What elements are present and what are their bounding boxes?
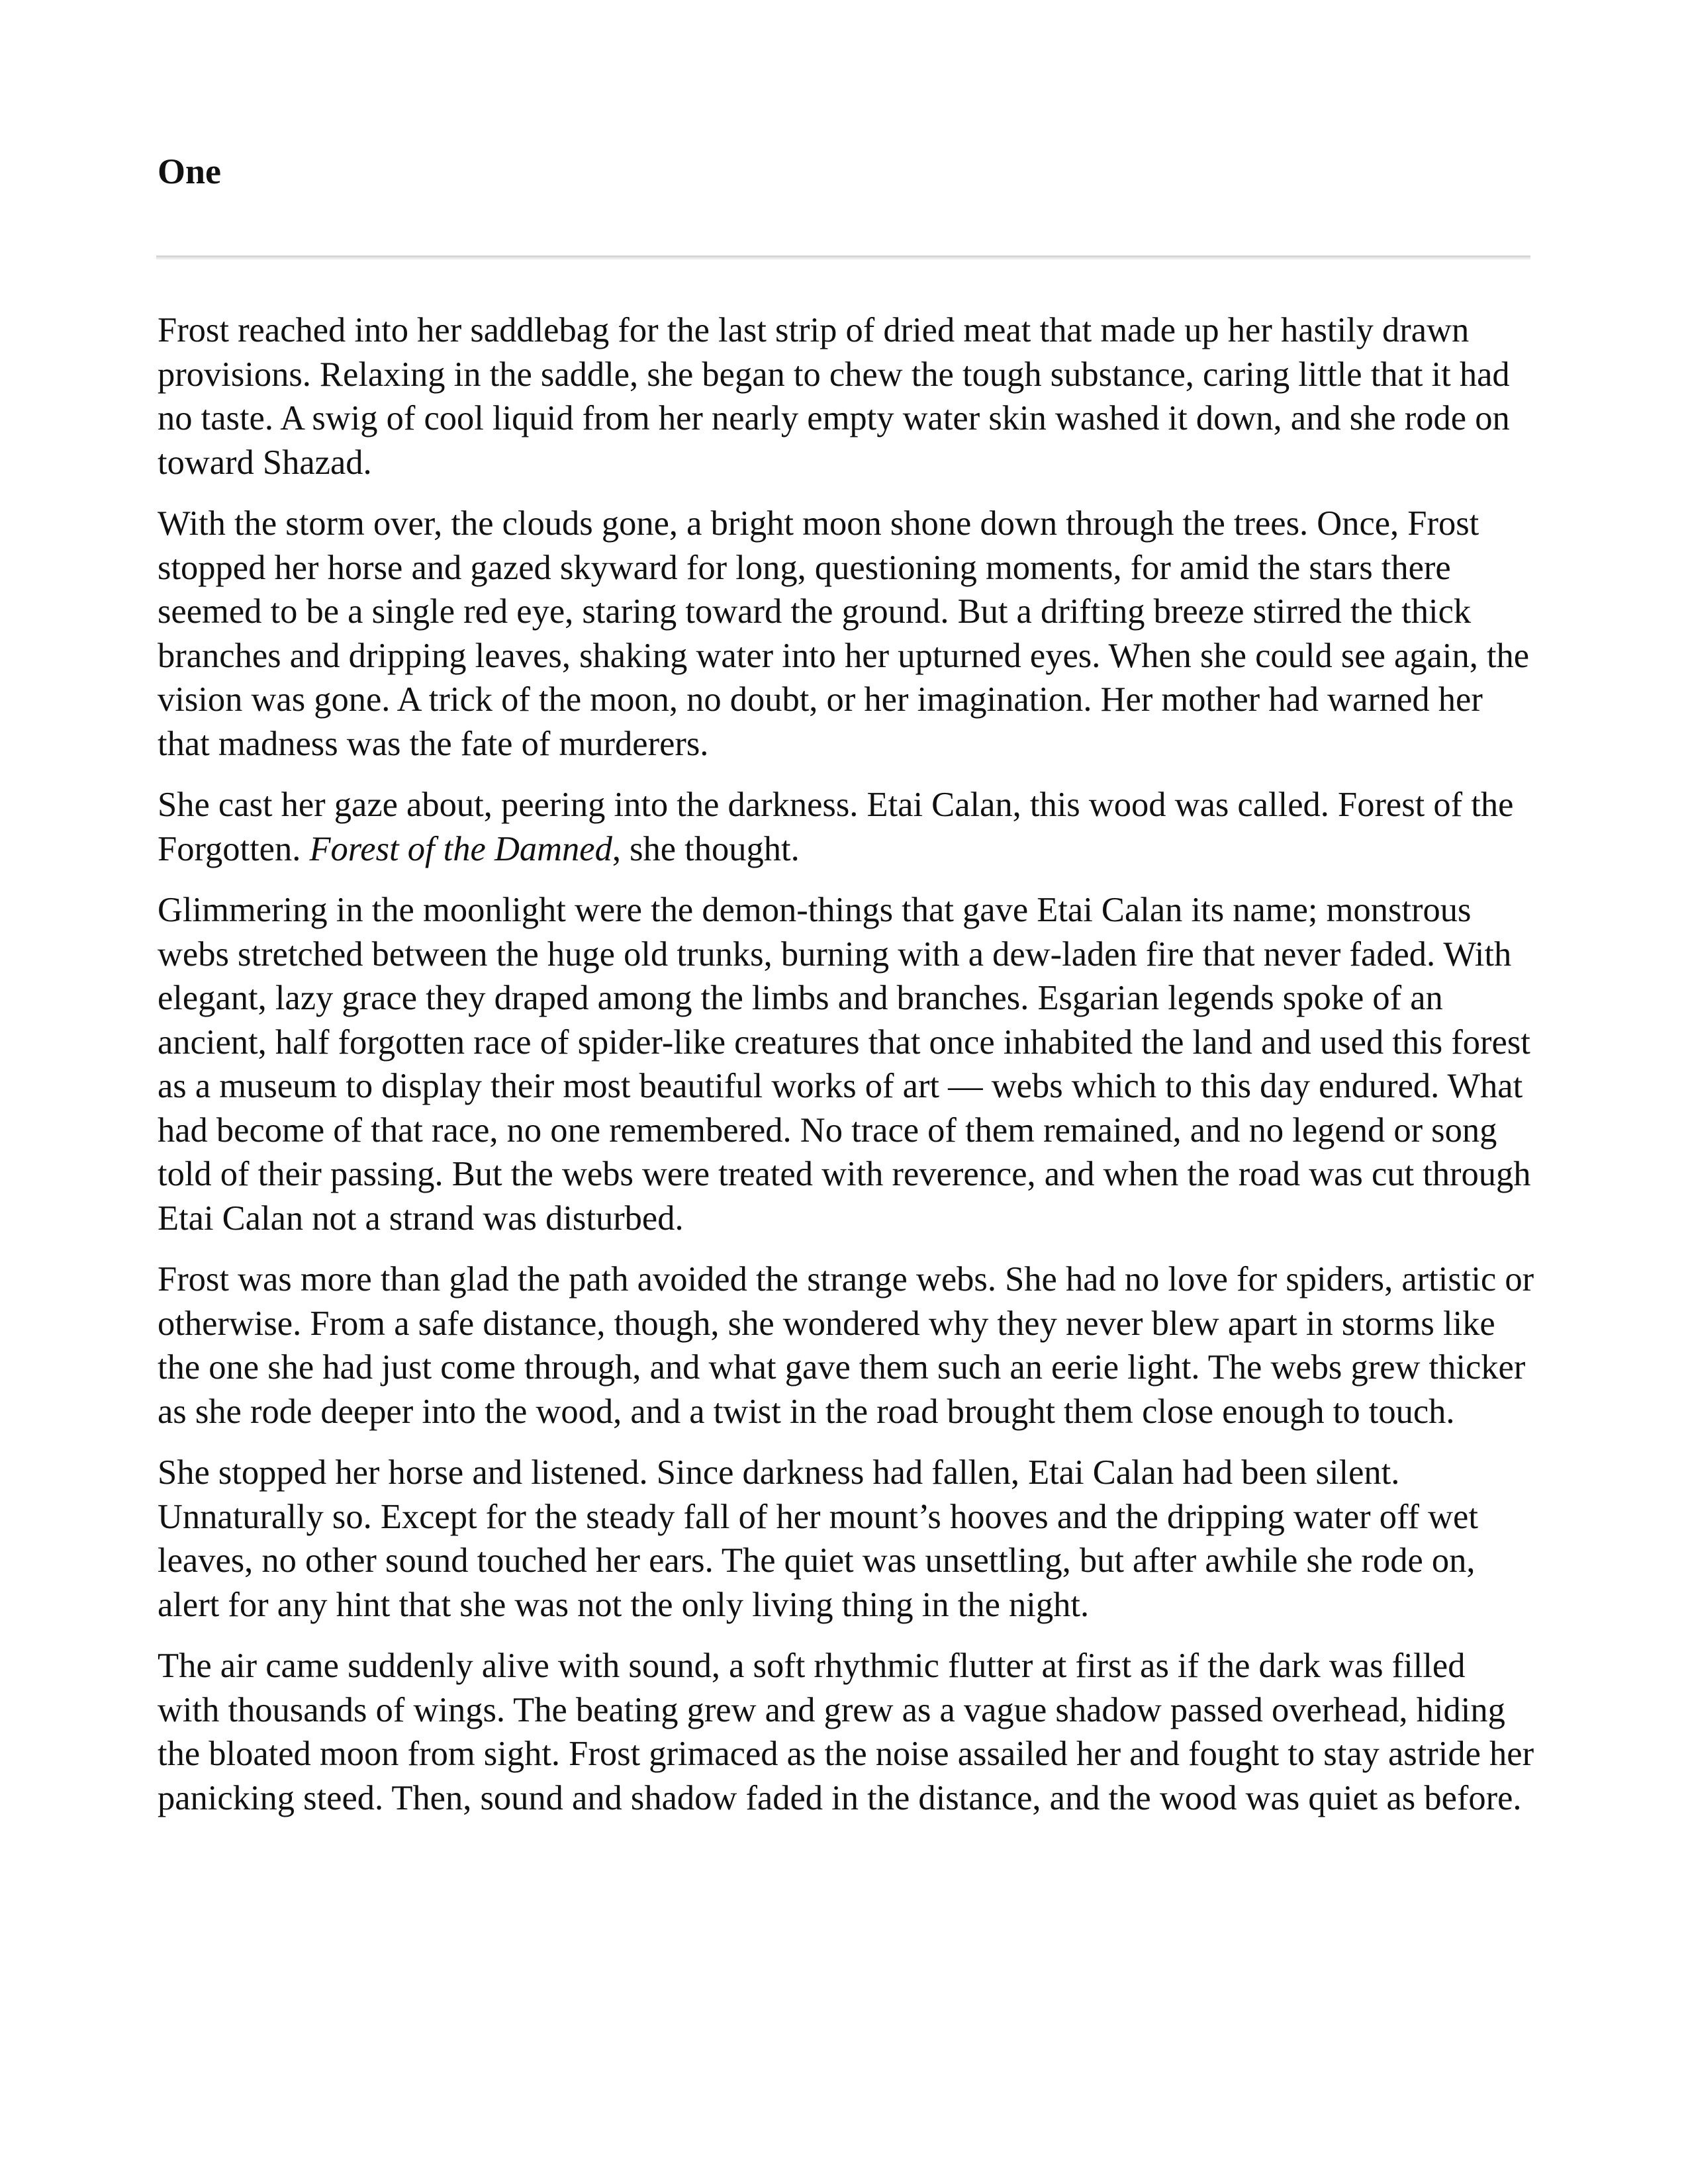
paragraph-text: , she thought. [612,829,800,868]
chapter-body [158,308,1534,1837]
paragraph-text: She cast her gaze about, peering into the darkness. Etai Calan, this wood was called. Forest of the Forgotten. [158,786,1514,868]
paragraph: Glimmering in the moonlight were the demon-things that gave Etai Calan its name; monstrous webs stretched between the huge old trunks, burning with a dew-laden fire that never faded. With elegant, lazy grace they draped among the limbs and branches. Esgarian legends spoke of an ancient, half forgotten race of spider-like creatures that once inhabited the land and used this forest as a museum to display their most beautiful works of art — webs which to this day endured. What had become of that race, no one remembered. No trace of them remained, and no legend or song told of their passing. But the webs were treated with reverence, and when the road was cut through Etai Calan not a strand was disturbed. [158,891,1531,1238]
paragraph [158,783,1534,871]
chapter-title: One [158,152,222,191]
paragraph: Frost was more than glad the path avoided the strange webs. She had no love for spiders, artistic or otherwise. From a safe distance, though, she wondered why they never blew apart in storms like the one she had just come through, and what gave them such an eerie light. The webs grew thicker as she rode deeper into the wood, and a twist in the road brought them close enough to touch. [158,1260,1534,1431]
paragraph: She stopped her horse and listened. Since darkness had fallen, Etai Calan had been silent. Unnaturally so. Except for the steady fall of her mount’s hooves and the dripping water off wet leaves, no other sound touched her ears. The quiet was unsettling, but after awhile she rode on, alert for any hint that she was not the only living thing in the night. [158,1453,1478,1624]
paragraph: The air came suddenly alive with sound, a soft rhythmic flutter at first as if the dark was filled with thousands of wings. The beating grew and grew as a vague shadow passed overhead, hiding the bloated moon from sight. Frost grimaced as the noise assailed her and fought to stay astride her panicking steed. Then, sound and shadow faded in the distance, and the wood was quiet as before. [158,1647,1534,1817]
paragraph: Frost reached into her saddlebag for the last strip of dried meat that made up her hastily drawn provisions. Relaxing in the saddle, she began to chew the tough substance, caring little that it had no taste. A swig of cool liquid from her nearly empty water skin washed it down, and she rode on toward Shazad. [158,311,1510,482]
italic-phrase: Forest of the Damned [309,829,612,868]
paragraph: With the storm over, the clouds gone, a bright moon shone down through the trees. Once, Frost stopped her horse and gazed skyward for long, questioning moments, for amid the stars there seemed to be a single red eye, staring toward the ground. But a drifting breeze stirred the thick branches and dripping leaves, shaking water into her upturned eyes. When she could see again, the vision was gone. A trick of the moon, no doubt, or her imagination. Her mother had warned her that madness was the fate of murderers. [158,504,1530,763]
horizontal-rule [156,255,1530,259]
